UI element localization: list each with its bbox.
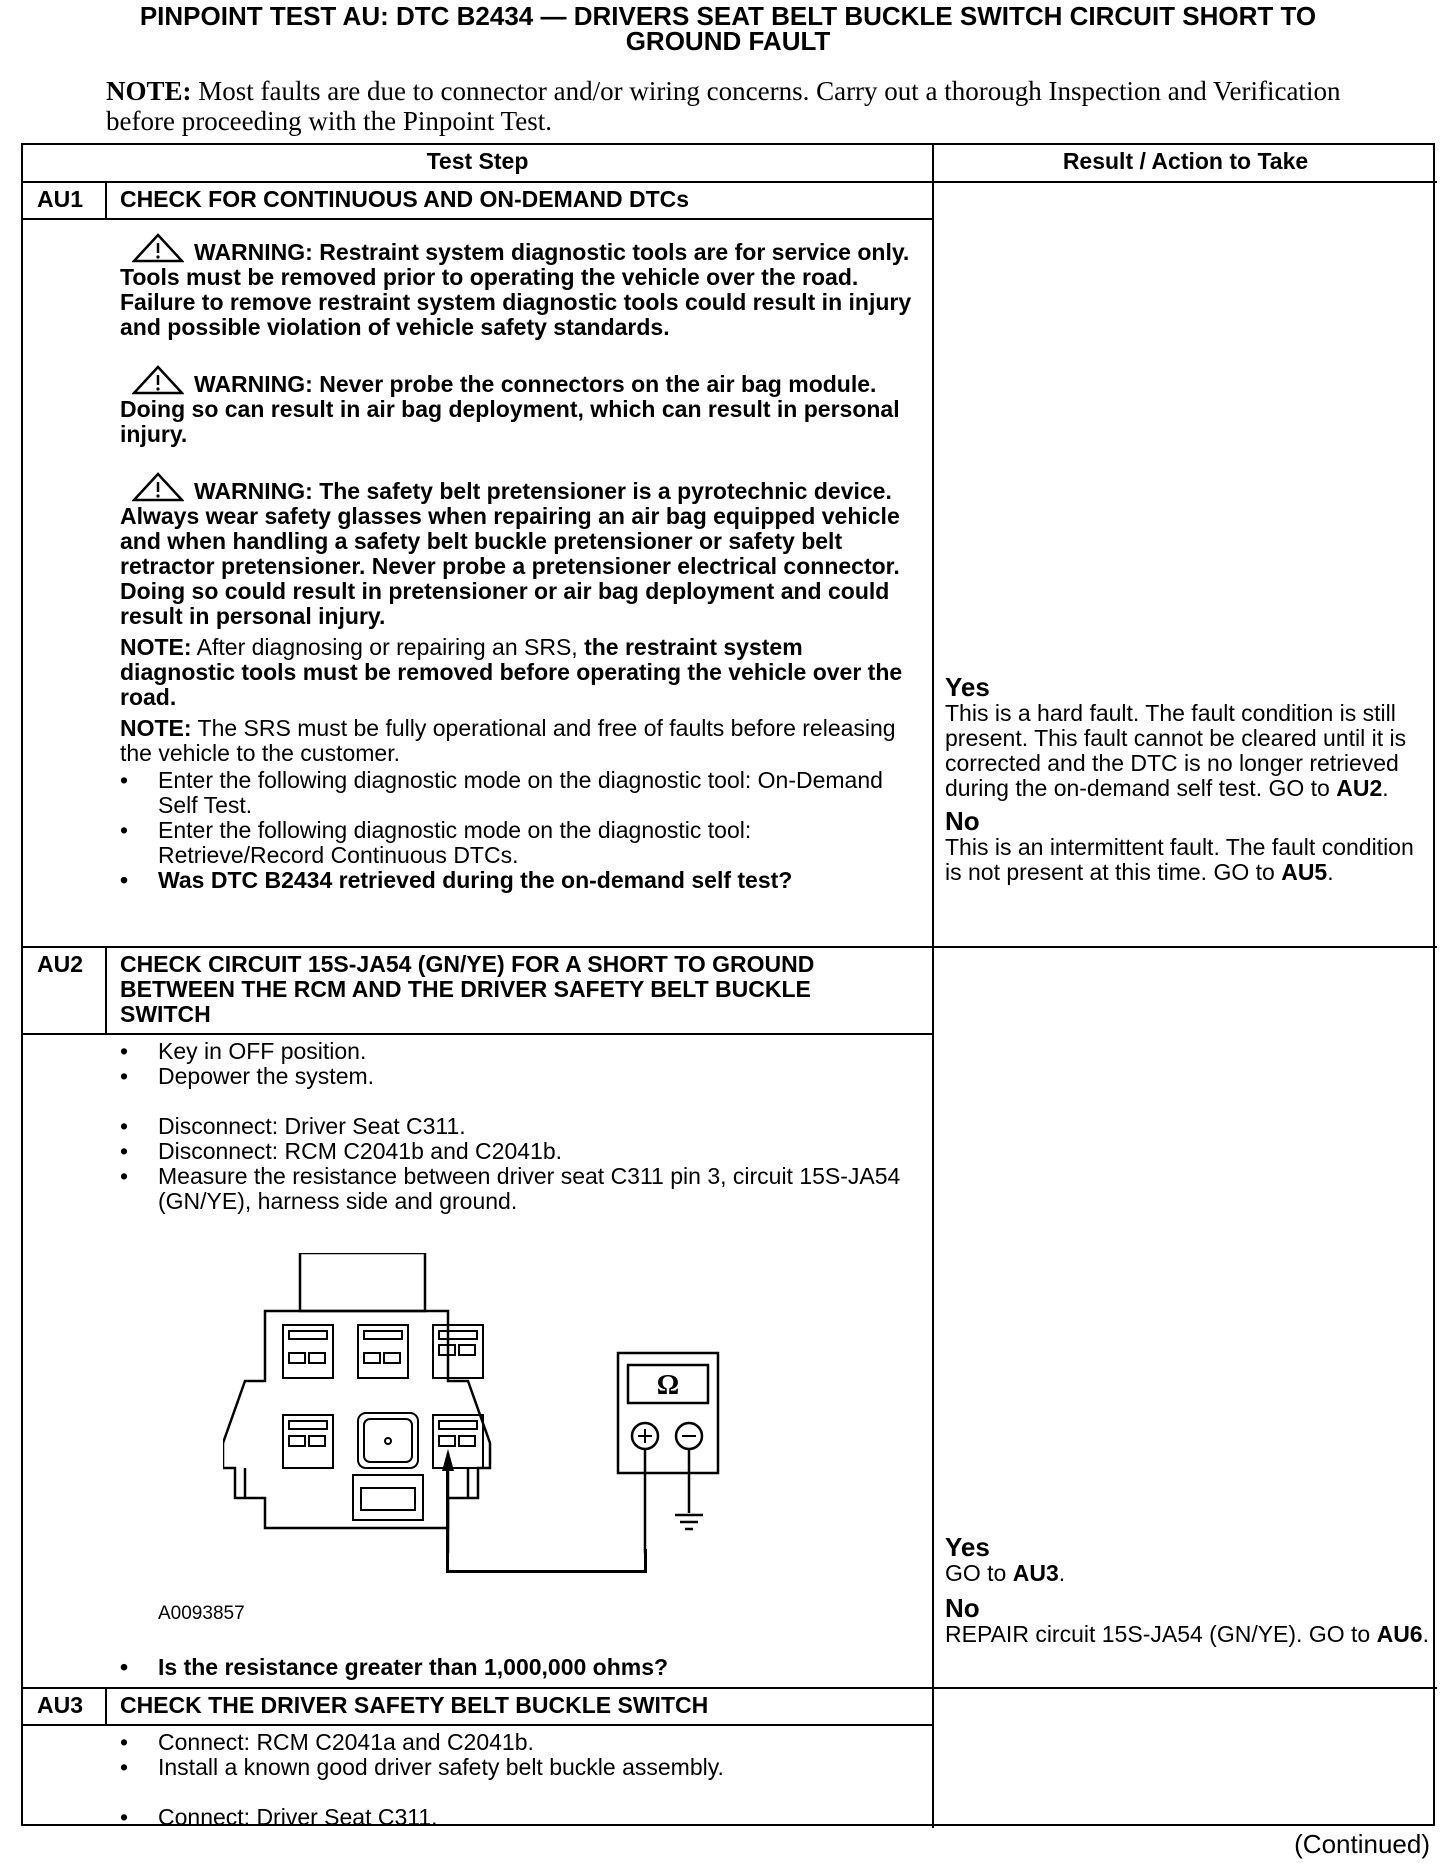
au2-question-block: [120, 1655, 920, 1680]
connector-measurement-diagram: [223, 1253, 743, 1553]
header-test-step: Test Step: [426, 148, 529, 174]
ohm-symbol-icon: Ω: [656, 1370, 680, 1401]
connector-body: [223, 1311, 490, 1528]
au3-step-title: CHECK THE DRIVER SAFETY BELT BUCKLE SWITCH: [120, 1692, 709, 1718]
au1-yes-label: Yes: [945, 672, 990, 702]
au1-no-text: This is an intermittent fault. The fault condition is not present at this time. GO to AU5.: [945, 834, 1414, 885]
au2-step-body: [120, 1039, 920, 1214]
au2-bottom-rule: [23, 1687, 1437, 1689]
top-note-label: NOTE:: [106, 76, 192, 106]
warning-triangle-icon: [132, 365, 184, 395]
connector-cavity: [283, 1325, 333, 1378]
au1-step-body: [120, 233, 920, 893]
au1-no-goto: AU5: [1281, 859, 1328, 885]
au1-no-label: No: [945, 806, 980, 836]
au2-yes-label: Yes: [945, 1532, 990, 1562]
au1-note-1-label: NOTE:: [120, 634, 192, 660]
warning-triangle-icon: [132, 233, 184, 263]
au2-bullet-4: • Disconnect: RCM C2041b and C2041b.: [120, 1139, 920, 1164]
au1-warning-1-text: WARNING: Restraint system diagnostic tools are for service only. Tools must be removed prior to operating the vehicle over the road. Failure to remove restraint system diagnostic tools could result in injury and possible violation of vehicle safety standards.: [120, 239, 912, 340]
au1-bottom-rule: [23, 946, 1437, 948]
header-result: Result / Action to Take: [1062, 148, 1309, 174]
au3-bullet-1: • Connect: RCM C2041a and C2041b.: [120, 1730, 920, 1755]
au2-yes-goto: AU3: [1012, 1560, 1059, 1586]
au1-warning-3: [120, 472, 920, 629]
au1-warning-2: [120, 365, 920, 447]
connector-cavity: [433, 1325, 483, 1378]
au2-no-goto: AU6: [1376, 1621, 1423, 1647]
au3-id-divider: [105, 1687, 107, 1725]
continued-label: (Continued): [1294, 1829, 1430, 1859]
au3-bullet-3: • Connect: Driver Seat C311.: [120, 1805, 920, 1830]
connector-cavity: [358, 1325, 408, 1378]
ground-icon: [675, 1515, 703, 1529]
au2-question: • Is the resistance greater than 1,000,000 ohms?: [120, 1655, 920, 1680]
connector-lock: [353, 1475, 423, 1520]
au2-no-text: REPAIR circuit 15S-JA54 (GN/YE). GO to AU6.: [945, 1621, 1429, 1647]
au1-yes-text: This is a hard fault. The fault condition is still present. This fault cannot be cleared until it is corrected and the DTC is no longer retrieved during the on-demand self test. GO to AU2.: [945, 700, 1407, 801]
connector-top-tab: [300, 1253, 425, 1311]
au1-warning-2-text: WARNING: Never probe the connectors on the air bag module. Doing so can result in air bag deployment, which can result in personal injury.: [120, 371, 900, 447]
au1-warning-3-text: WARNING: The safety belt pretensioner is a pyrotechnic device. Always wear safety glasses when repairing an air bag equipped vehicle and when handling a safety belt buckle pretensioner or safety belt retractor pretensioner. Never probe a pretensioner electrical connector. Doing so could result in pretensioner or air bag deployment and could result in personal injury.: [120, 478, 900, 629]
page-title: [0, 1, 1456, 56]
au2-yes-text: GO to AU3.: [945, 1560, 1066, 1586]
au3-step-id: AU3: [37, 1692, 84, 1718]
au1-title-rule: [23, 218, 933, 220]
au2-bullet-5: • Measure the resistance between driver seat C311 pin 3, circuit 15S-JA54 (GN/YE), harness side and ground.: [120, 1164, 920, 1214]
au1-result: [945, 673, 1430, 885]
au1-bullet-2: • Enter the following diagnostic mode on the diagnostic tool: Retrieve/Record Continuous DTCs.: [120, 818, 920, 868]
au1-note-1: [120, 635, 920, 710]
au2-step-id: AU2: [37, 951, 84, 977]
warning-triangle-icon: [132, 472, 184, 502]
au1-step-id: AU1: [37, 186, 84, 212]
header-rule: [23, 181, 1437, 183]
au1-id-divider: [105, 181, 107, 219]
au2-id-divider: [105, 946, 107, 1034]
top-note: [106, 76, 1406, 136]
au1-note-1-text: After diagnosing or repairing an SRS,: [191, 634, 585, 660]
probe-lead-horizontal: [446, 1570, 646, 1573]
connector-cavity-pin-3: [433, 1415, 483, 1468]
au1-note-1-bold: the restraint system diagnostic tools must be removed before operating the vehicle over the road.: [120, 634, 903, 710]
au3-step-body: [120, 1730, 920, 1830]
top-note-text: Most faults are due to connector and/or wiring concerns. Carry out a thorough Inspection and Verification before proceeding with the Pinpoint Test.: [106, 76, 1341, 136]
probe-lead-vertical: [446, 1465, 449, 1572]
title-line-1: PINPOINT TEST AU: DTC B2434 — DRIVERS SEAT BELT BUCKLE SWITCH CIRCUIT SHORT TO: [139, 1, 1317, 31]
au1-warning-1: [120, 233, 920, 340]
au2-result: [945, 1533, 1430, 1647]
title-line-2: GROUND FAULT: [625, 26, 831, 56]
au2-no-label: No: [945, 1593, 980, 1623]
au1-note-2: [120, 716, 920, 766]
au2-title-rule: [23, 1033, 933, 1035]
connector-cavity: [283, 1415, 333, 1468]
column-divider: [932, 145, 934, 1828]
au2-step-title: CHECK CIRCUIT 15S-JA54 (GN/YE) FOR A SHORT TO GROUND BETWEEN THE RCM AND THE DRIVER SAFETY BELT BUCKLE SWITCH: [120, 951, 815, 1027]
au1-question: • Was DTC B2434 retrieved during the on-demand self test?: [120, 868, 920, 893]
au1-note-2-label: NOTE:: [120, 715, 192, 741]
figure-id: A0093857: [158, 1603, 245, 1624]
au2-bullet-1: • Key in OFF position.: [120, 1039, 920, 1064]
meter-lead-bottom: [644, 1549, 647, 1573]
au3-title-rule: [23, 1724, 933, 1726]
au2-bullet-2: • Depower the system.: [120, 1064, 920, 1089]
au3-bullet-2: • Install a known good driver safety belt buckle assembly.: [120, 1755, 920, 1780]
au1-step-title: CHECK FOR CONTINUOUS AND ON-DEMAND DTCs: [120, 186, 690, 212]
au2-bullet-3: • Disconnect: Driver Seat C311.: [120, 1114, 920, 1139]
pinpoint-table: [21, 143, 1435, 1830]
au1-bullet-1: • Enter the following diagnostic mode on the diagnostic tool: On-Demand Self Test.: [120, 768, 920, 818]
connector-center-cavity: [358, 1413, 418, 1468]
au1-yes-goto: AU2: [1336, 775, 1383, 801]
au1-note-2-text: The SRS must be fully operational and free of faults before releasing the vehicle to the customer.: [120, 715, 896, 766]
